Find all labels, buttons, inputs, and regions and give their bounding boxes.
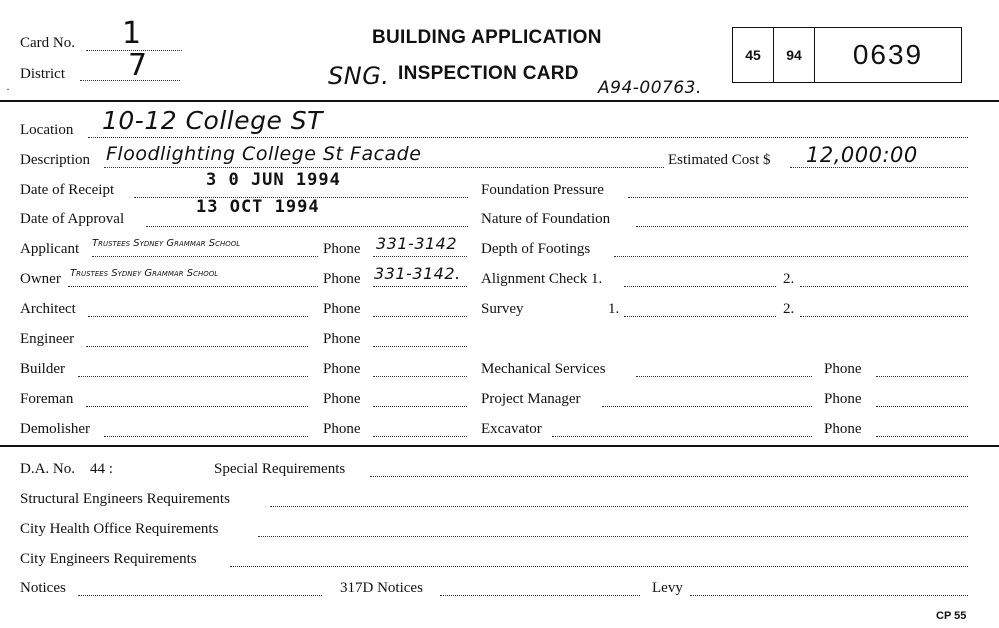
city-engineers-requirements-dots [230, 566, 968, 567]
structural-requirements-label: Structural Engineers Requirements [20, 491, 230, 507]
owner-phone-dots [373, 286, 467, 287]
box-part1: 45 [745, 47, 761, 63]
description-value: Floodlighting College St Facade [106, 143, 422, 165]
box-part3: 0639 [852, 39, 924, 70]
mechanical-services-label: Mechanical Services [481, 361, 606, 377]
special-requirements-dots [370, 476, 968, 477]
estimated-cost-dots [790, 167, 968, 168]
middle-rule [0, 445, 999, 447]
owner-value: Trustees Sydney Grammar School [70, 268, 219, 279]
structural-requirements-dots [270, 506, 968, 507]
project-manager-dots [602, 406, 812, 407]
location-dots [88, 137, 968, 138]
da-no-label: D.A. No. [20, 461, 75, 477]
location-label: Location [20, 122, 74, 138]
demolisher-label: Demolisher [20, 421, 90, 437]
city-engineers-requirements-label: City Engineers Requirements [20, 551, 197, 567]
date-of-approval-label: Date of Approval [20, 211, 125, 227]
date-of-receipt-label: Date of Receipt [20, 182, 115, 198]
title-building-application: BUILDING APPLICATION [372, 27, 602, 48]
date-of-approval-stamp: 13 OCT 1994 [196, 197, 320, 217]
location-value: 10-12 College ST [102, 106, 323, 135]
box-part2: 94 [786, 47, 802, 63]
survey-1-label: 1. [608, 301, 620, 317]
district-label: District [20, 66, 65, 82]
margin-mark: · [6, 82, 10, 96]
builder-phone-label: Phone [323, 361, 361, 377]
alignment-check-label: Alignment Check 1. [481, 271, 603, 287]
special-requirements-label: Special Requirements [214, 461, 346, 477]
excavator-label: Excavator [481, 421, 542, 437]
mechanical-services-phone-dots [876, 376, 968, 377]
levy-dots [690, 595, 968, 596]
mechanical-services-phone-label: Phone [824, 361, 862, 377]
architect-label: Architect [20, 301, 76, 317]
handwritten-ref: A94-00763. [598, 78, 702, 98]
builder-phone-dots [373, 376, 467, 377]
foreman-phone-label: Phone [323, 391, 361, 407]
applicant-phone: 331-3142 [376, 234, 458, 253]
foreman-dots [86, 406, 308, 407]
engineer-dots [86, 346, 308, 347]
title-inspection-card: INSPECTION CARD [398, 63, 579, 84]
demolisher-dots [104, 436, 308, 437]
owner-dots [68, 286, 318, 287]
notices-317d-label: 317D Notices [340, 580, 423, 596]
mechanical-services-dots [636, 376, 812, 377]
engineer-phone-dots [373, 346, 467, 347]
foundation-pressure-label: Foundation Pressure [481, 182, 604, 198]
survey-label: Survey [481, 301, 524, 317]
nature-of-foundation-label: Nature of Foundation [481, 211, 611, 227]
card-no-value: 1 [122, 16, 142, 51]
levy-label: Levy [652, 580, 683, 596]
depth-of-footings-dots [614, 256, 968, 257]
applicant-dots [92, 256, 318, 257]
demolisher-phone-label: Phone [323, 421, 361, 437]
applicant-value: Trustees Sydney Grammar School [92, 238, 241, 249]
date-of-approval-dots [146, 226, 468, 227]
application-number-box [732, 27, 962, 83]
architect-phone-label: Phone [323, 301, 361, 317]
date-of-receipt-stamp: 3 0 JUN 1994 [206, 170, 341, 190]
alignment-check-2-label: 2. [783, 271, 795, 287]
engineer-phone-label: Phone [323, 331, 361, 347]
da-no-value: 44 : [90, 461, 113, 477]
notices-dots [78, 595, 322, 596]
survey-2-dots [800, 316, 968, 317]
estimated-cost-label: Estimated Cost $ [668, 152, 771, 168]
owner-phone-label: Phone [323, 271, 361, 287]
owner-label: Owner [20, 271, 61, 287]
excavator-phone-dots [876, 436, 968, 437]
header-rule [0, 100, 999, 102]
project-manager-phone-dots [876, 406, 968, 407]
survey-2-label: 2. [783, 301, 795, 317]
form-code: CP 55 [936, 610, 967, 622]
owner-phone: 331-3142. [374, 264, 461, 283]
architect-phone-dots [373, 316, 467, 317]
handwritten-code: SNG. [328, 62, 390, 90]
card-no-label: Card No. [20, 35, 75, 51]
excavator-dots [552, 436, 812, 437]
architect-dots [88, 316, 308, 317]
project-manager-label: Project Manager [481, 391, 581, 407]
survey-1-dots [624, 316, 776, 317]
excavator-phone-label: Phone [824, 421, 862, 437]
applicant-phone-dots [373, 256, 467, 257]
project-manager-phone-label: Phone [824, 391, 862, 407]
foreman-label: Foreman [20, 391, 74, 407]
applicant-label: Applicant [20, 241, 80, 257]
health-requirements-dots [258, 536, 968, 537]
demolisher-phone-dots [373, 436, 467, 437]
health-requirements-label: City Health Office Requirements [20, 521, 219, 537]
estimated-cost-value: 12,000:00 [806, 143, 918, 167]
builder-dots [78, 376, 308, 377]
applicant-phone-label: Phone [323, 241, 361, 257]
builder-label: Builder [20, 361, 65, 377]
notices-317d-dots [440, 595, 640, 596]
foreman-phone-dots [373, 406, 467, 407]
foundation-pressure-dots [628, 197, 968, 198]
alignment-check-2-dots [800, 286, 968, 287]
alignment-check-1-dots [624, 286, 776, 287]
district-value: 7 [128, 48, 148, 83]
nature-of-foundation-dots [636, 226, 968, 227]
engineer-label: Engineer [20, 331, 75, 347]
description-dots [104, 167, 664, 168]
description-label: Description [20, 152, 90, 168]
notices-label: Notices [20, 580, 66, 596]
depth-of-footings-label: Depth of Footings [481, 241, 591, 257]
